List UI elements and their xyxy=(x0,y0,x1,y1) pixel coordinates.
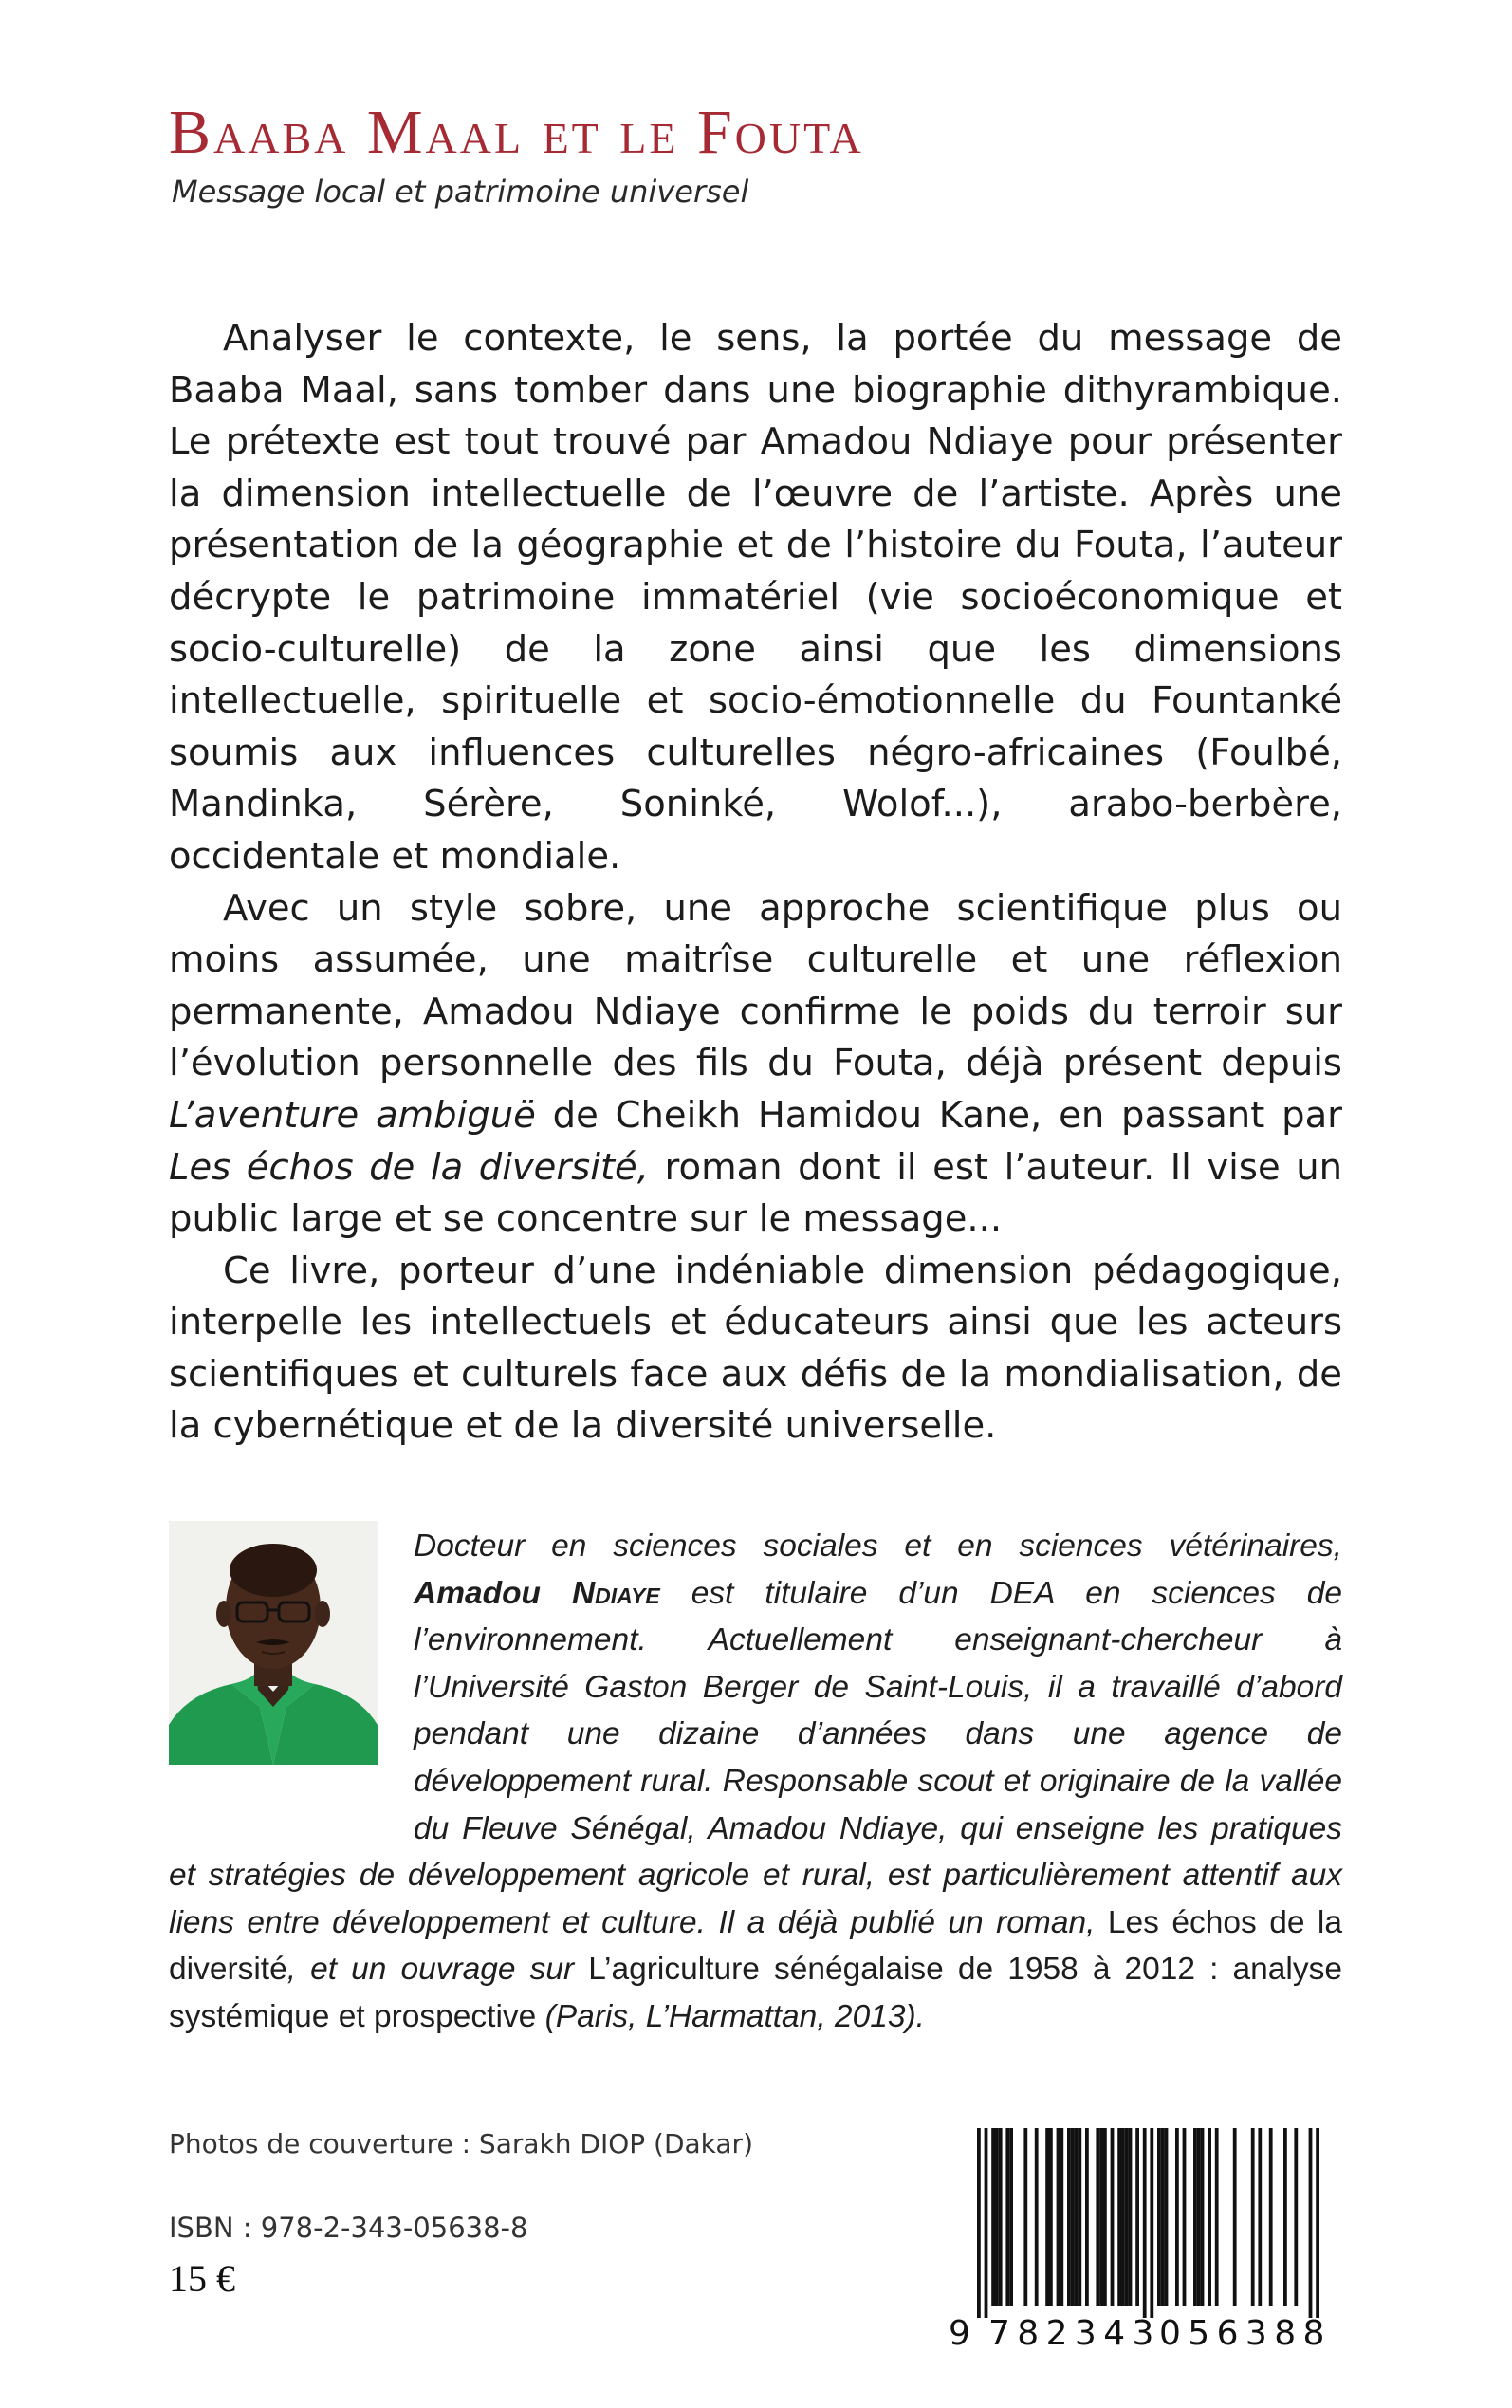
barcode-bar xyxy=(1085,2128,1089,2306)
book-reference: L’agriculture sénégalaise de 1958 à 2012 : analyse systémique et prospective xyxy=(169,1952,1342,2034)
barcode-bar xyxy=(1035,2128,1039,2306)
barcode-bar xyxy=(1099,2128,1103,2306)
barcode-bar xyxy=(1269,2128,1273,2306)
barcode-bar xyxy=(1283,2128,1287,2306)
bio-text: est titulaire d’un DEA en sciences de l’environnement. Actuellement enseignant-chercheur à l’Université Gaston Berger de Saint-Louis, il a travaillé d’abord pendant une dizaine d’années dans une agence de développement rural. Responsable scout et originaire de la vallée du Fleuve Sénégal, Amadou Ndiaye, qui enseigne les pratiques et stratégies de développement agricole et rural, est particulièrement attentif aux liens entre développement et culture. Il a déjà publié un roman, xyxy=(169,1575,1342,1940)
barcode-right-digits: 056388 xyxy=(1159,2314,1332,2353)
barcode-bar xyxy=(1049,2128,1053,2306)
barcode-bar xyxy=(1111,2128,1115,2306)
price: 15 € xyxy=(169,2257,235,2300)
summary-paragraph-1: Analyser le contexte, le sens, la portée du message de Baaba Maal, sans tomber dans une biographie dithyrambique. Le prétexte est tout trouvé par Amadou Ndiaye pour présenter la dimension intellectuelle de l’œuvre de l’artiste. Après une présentation de la géographie et de l’histoire du Fouta, l’auteur décrypte le patrimoine immatériel (vie socioéconomique et socio-culturelle) de la zone ainsi que les dimensions intellectuelle, spirituelle et socio-émotionnelle du Fountanké soumis aux influences culturelles négro-africaines (Foulbé, Mandinka, Sérère, Soninké, Wolof...), arabo-berbère, occidentale et mondiale. xyxy=(169,317,1342,878)
summary-text: Avec un style sobre, une approche scientifique plus ou moins assumée, une maitrîse culturelle et une réflexion permanente, Amadou Ndiaye confirme le poids du terroir sur l’évolution personnelle des fils du Fouta, déjà présent depuis xyxy=(169,886,1342,1085)
barcode-bar xyxy=(1078,2128,1081,2306)
barcode-bars xyxy=(949,2128,1347,2318)
barcode-bar xyxy=(1009,2128,1013,2306)
barcode-bar xyxy=(1121,2128,1125,2306)
barcode-bar xyxy=(1057,2128,1060,2306)
barcode-bar xyxy=(1215,2128,1219,2306)
bio-text: (Paris, L’Harmattan, 2013). xyxy=(536,1998,925,2034)
barcode-bar xyxy=(1075,2128,1079,2306)
barcode-bar xyxy=(1071,2128,1075,2306)
barcode-bar xyxy=(999,2128,1003,2306)
barcode xyxy=(949,2128,1347,2318)
barcode-left-digits: 782343 xyxy=(988,2314,1161,2353)
barcode-bar xyxy=(1316,2128,1319,2318)
barcode-bar xyxy=(1294,2128,1298,2306)
barcode-bar xyxy=(1067,2128,1071,2306)
barcode-bar xyxy=(1258,2128,1262,2306)
author-name xyxy=(414,1576,660,1611)
barcode-bar xyxy=(985,2128,988,2318)
book-summary xyxy=(169,313,1342,1453)
barcode-bar xyxy=(977,2128,981,2318)
summary-text: de Cheikh Hamidou Kane, en passant par xyxy=(535,1093,1342,1137)
author-first-name: Amadou xyxy=(414,1575,541,1611)
barcode-bar xyxy=(1096,2128,1099,2306)
book-reference: Les échos de la diversité, xyxy=(169,1145,649,1189)
barcode-bar xyxy=(1023,2128,1027,2306)
barcode-number xyxy=(949,2313,1347,2361)
summary-text: roman dont il est l’auteur. Il vise un public large et se concentre sur le message... xyxy=(169,1145,1342,1241)
barcode-bar xyxy=(1135,2128,1139,2306)
barcode-bar xyxy=(1197,2128,1201,2306)
barcode-bar xyxy=(1125,2128,1129,2306)
barcode-bar xyxy=(1060,2128,1063,2306)
barcode-bar xyxy=(1005,2128,1009,2306)
barcode-bar xyxy=(1150,2128,1153,2318)
photo-credits: Photos de couverture : Sarakh DIOP (Dakar) xyxy=(169,2128,753,2159)
barcode-bar xyxy=(1103,2128,1107,2306)
barcode-bar xyxy=(1233,2128,1237,2306)
barcode-lead-digit: 9 xyxy=(949,2314,970,2353)
barcode-bar xyxy=(1183,2128,1187,2306)
barcode-bar xyxy=(1208,2128,1211,2306)
barcode-bar xyxy=(1045,2128,1049,2306)
book-reference: L’aventure ambiguë xyxy=(169,1093,536,1137)
book-subtitle: Message local et patrimoine universel xyxy=(172,174,749,210)
barcode-bar xyxy=(1201,2128,1205,2306)
bio-text: , et un ouvrage sur xyxy=(286,1952,589,1988)
barcode-bar xyxy=(1193,2128,1197,2306)
barcode-bar xyxy=(1175,2128,1179,2306)
barcode-bar xyxy=(1117,2128,1121,2306)
summary-paragraph-2 xyxy=(169,883,1342,1246)
summary-paragraph-3: Ce livre, porteur d’une indéniable dimension pédagogique, interpelle les intellectuels et éducateurs ainsi que les acteurs scientifiques et culturels face aux défis de la mondialisation, de la cybernétique et de la diversité universelle. xyxy=(169,1249,1342,1448)
barcode-bar xyxy=(991,2128,995,2306)
barcode-bar xyxy=(1251,2128,1255,2306)
book-reference: Les échos de la diversité xyxy=(169,1904,1343,1988)
barcode-bar xyxy=(1309,2128,1313,2318)
barcode-bar xyxy=(1129,2128,1133,2306)
barcode-bar xyxy=(1161,2128,1165,2306)
isbn: ISBN : 978-2-343-05638-8 xyxy=(169,2212,528,2244)
photo-space xyxy=(169,1523,414,1807)
book-title: Baaba Maal et le Fouta xyxy=(169,98,864,167)
bio-text: Docteur en sciences sociales et en sciences vétérinaires, xyxy=(414,1528,1342,1564)
barcode-bar xyxy=(1143,2128,1147,2318)
barcode-bar xyxy=(1157,2128,1161,2306)
barcode-bar xyxy=(995,2128,999,2306)
author-last-name: Ndiaye xyxy=(571,1575,660,1611)
barcode-bar xyxy=(1165,2128,1169,2306)
author-biography xyxy=(169,1523,1342,2041)
